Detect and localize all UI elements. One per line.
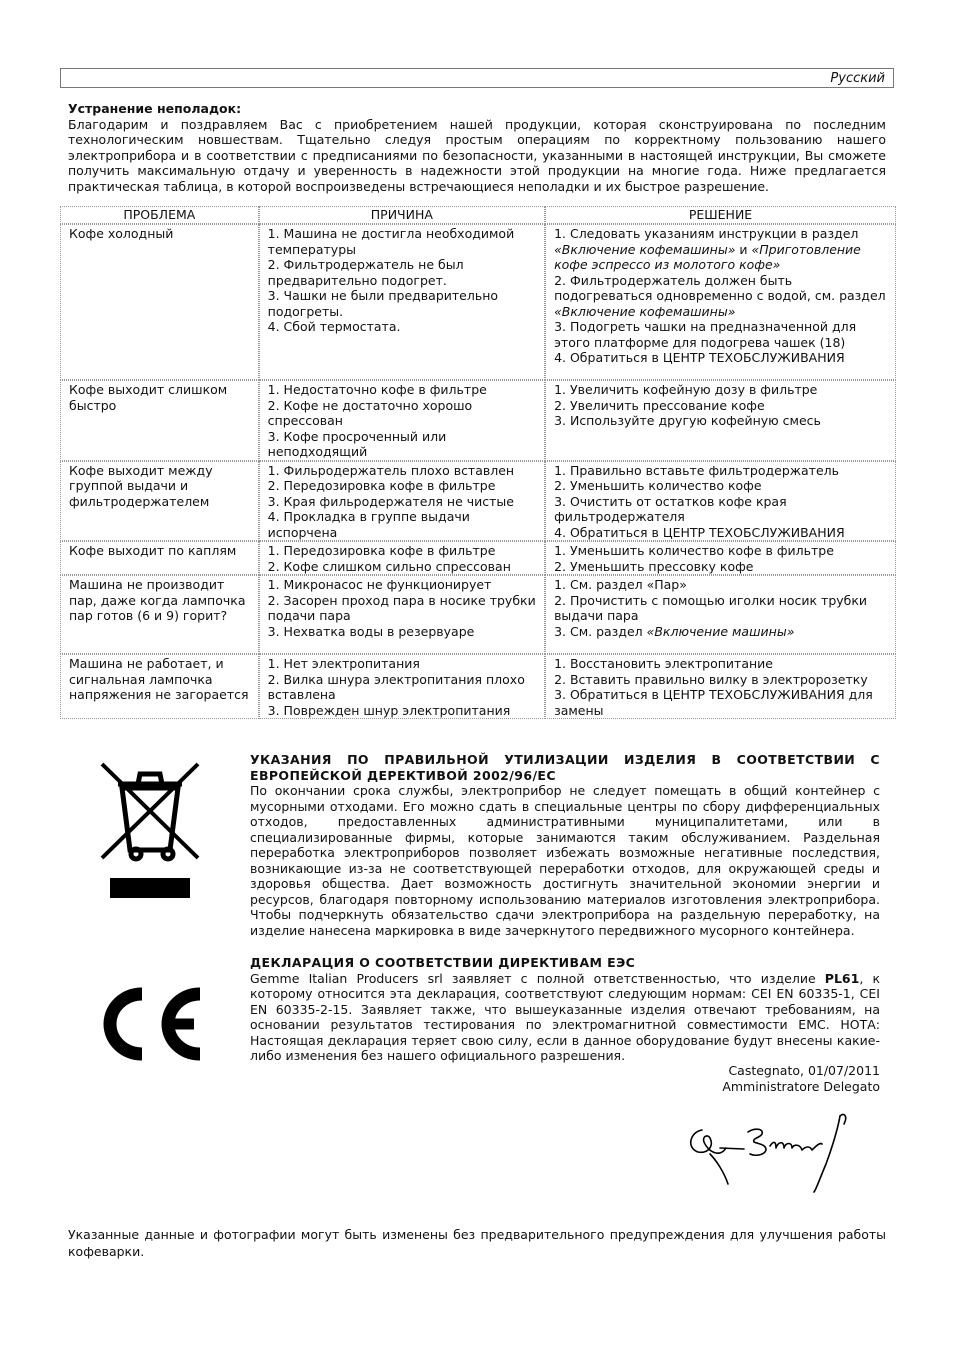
troubleshooting-table [60, 206, 896, 719]
solution-text: 1. См. раздел «Пар» [554, 577, 687, 592]
disposal-text: По окончании срока службы, электроприбор не следует помещать в общий контейнер с мусорными отходами. Его можно сдать в специальные центры по сбору дифференциальных отходов, предоставленных административными муниципалитетами, или в специализированные фирмы, которые занимаются таким обслуживанием. Раздельная переработка электроприборов позволяет избежать возможные негативные последствия, возникающие из-за не соответствующей переработки отходов, для окружающей среды и здоровья общества. Дает возможность достигнуть значительной экономии энергии и ресурсов, благодаря повторному использованию материалов изготовления электроприбора. Чтобы подчеркнуть обязательство сдачи электроприбора на раздельную переработку, на изделие нанесена маркировка в виде зачеркнутого передвижного мусорного контейнера. [250, 783, 880, 938]
solution-item [554, 593, 889, 624]
ce-mark-icon [94, 982, 208, 1066]
cause-item: 2. Фильтродержатель не был предварительно подогрет. [267, 257, 464, 288]
problem-cell: Машина не работает, и сигнальная лампочка напряжения не загорается [60, 654, 259, 719]
solution-item [554, 398, 889, 414]
solution-cell [545, 380, 896, 461]
table-body [60, 224, 896, 719]
footer-note: Указанные данные и фотографии могут быть изменены без предварительного предупреждения для улучшения работы кофеварки. [68, 1227, 886, 1259]
solution-text: 4. Обратиться в ЦЕНТР ТЕХОБСЛУЖИВАНИЯ [554, 350, 845, 365]
table-row [60, 224, 896, 380]
solution-text: 1. Увеличить кофейную дозу в фильтре [554, 382, 818, 397]
solution-text: 3. Очистить от остатков кофе края фильтродержателя [554, 493, 787, 524]
solution-cell [545, 654, 896, 719]
solution-text: 1. Восстановить электропитание [554, 656, 773, 671]
solution-item [554, 525, 889, 541]
place-date: Castegnato, 01/07/2011 [728, 1063, 880, 1078]
disposal-section [250, 752, 880, 938]
solution-item [554, 624, 889, 640]
declaration-text-after: , к которому относится эта декларация, соответствуют следующим нормам: CEI EN 60335-1, CEI EN 60335-2-15. Заявляет также, что вышеуказанные изделия отвечают требованиям, на основании результатов тестирования по электромагнитной совместимости EMC. НОТА: Настоящая декларация теряет свою силу, если в данное оборудование будут внесены какие-либо изменения без нашего официального разрешения. [250, 970, 881, 1063]
cause-cell [259, 380, 545, 461]
cause-cell [259, 541, 545, 575]
problem-cell: Кофе выходит по каплям [60, 541, 259, 575]
declaration-section [250, 955, 880, 1064]
solution-item [554, 413, 889, 429]
solution-item [554, 687, 889, 718]
table-row [60, 654, 896, 719]
cause-item: 2. Засорен проход пара в носике трубки подачи пара [267, 592, 536, 623]
cause-item: 3. Чашки не были предварительно подогреты. [267, 288, 499, 319]
solution-item [554, 672, 889, 688]
signatory-role: Amministratore Delegato [722, 1078, 880, 1094]
solution-text: и [735, 241, 752, 257]
solution-item [554, 319, 889, 350]
header-problem: ПРОБЛЕМА [60, 206, 259, 224]
solution-text: 2. Уменьшить количество кофе [554, 478, 762, 493]
cause-cell [259, 461, 545, 542]
solution-text: 2. Прочистить с помощью иголки носик трубки выдачи пара [554, 592, 868, 623]
cause-item: 2. Передозировка кофе в фильтре [267, 478, 496, 493]
solution-item [554, 350, 889, 366]
solution-text: 1. Правильно вставьте фильтродержатель [554, 462, 840, 478]
cause-item: 1. Нет электропитания [267, 656, 420, 671]
solution-text: 2. Фильтродержатель должен быть подогреваться одновременно с водой, см. раздел [554, 272, 886, 303]
cause-item: 1. Машина не достигла необходимой температуры [267, 226, 515, 257]
cause-item: 3. Нехватка воды в резервуаре [267, 623, 475, 639]
solution-text: 3. Подогреть чашки на предназначенной для этого платформе для подогрева чашек (18) [554, 319, 857, 350]
cause-item: 1. Недостаточно кофе в фильтре [267, 382, 487, 397]
solution-text: 3. Обратиться в ЦЕНТР ТЕХОБСЛУЖИВАНИЯ для замены [554, 687, 873, 718]
problem-cell: Кофе выходит между группой выдачи и фильтродержателем [60, 461, 259, 542]
header-cause: ПРИЧИНА [259, 206, 545, 224]
solution-text: 3. См. раздел [554, 623, 647, 639]
cause-cell [259, 575, 545, 654]
header-solution: РЕШЕНИЕ [545, 206, 896, 224]
crossed-out-bin-icon [98, 758, 202, 904]
solution-cell [545, 224, 896, 380]
solution-item [554, 273, 889, 320]
cause-cell [259, 654, 545, 719]
cause-item: 3. Поврежден шнур электропитания [267, 702, 511, 718]
solution-item [554, 463, 889, 479]
cause-item: 3. Края фильродержателя не чистые [267, 493, 514, 509]
solution-item [554, 656, 889, 672]
solution-cell [545, 575, 896, 654]
table-row [60, 575, 896, 654]
solution-cell [545, 541, 896, 575]
declaration-text [250, 971, 880, 1064]
section-reference: «Включение машины» [646, 623, 795, 639]
solution-text: 1. Следовать указаниям инструкции в раздел [554, 226, 859, 241]
solution-item [554, 382, 889, 398]
cause-item: 2. Кофе слишком сильно спрессован [267, 558, 511, 574]
problem-cell: Кофе холодный [60, 224, 259, 380]
declaration-text-before: Gemme Italian Producers srl заявляет с полной ответственностью, что изделие [250, 970, 825, 986]
solution-item [554, 577, 889, 593]
declaration-title: ДЕКЛАРАЦИЯ О СООТВЕТСТВИИ ДИРЕКТИВАМ ЕЭС [250, 955, 636, 970]
solution-text: 2. Вставить правильно вилку в электророзетку [554, 671, 868, 687]
solution-text: 2. Увеличить прессование кофе [554, 397, 765, 413]
language-label: Русский [60, 68, 894, 88]
cause-item: 4. Сбой термостата. [267, 319, 401, 334]
handwritten-signature [680, 1108, 860, 1194]
cause-item: 1. Микронасос не функционирует [267, 577, 492, 592]
section-reference: «Включение кофемашины» [554, 303, 736, 319]
cause-cell [259, 224, 545, 380]
table-row [60, 541, 896, 575]
cause-item: 2. Вилка шнура электропитания плохо вставлена [267, 671, 525, 702]
solution-item [554, 226, 889, 273]
solution-text: 2. Уменьшить прессовку кофе [554, 558, 754, 574]
solution-item [554, 478, 889, 494]
solution-text: 3. Используйте другую кофейную смесь [554, 413, 821, 428]
disposal-title: УКАЗАНИЯ ПО ПРАВИЛЬНОЙ УТИЛИЗАЦИИ ИЗДЕЛИЯ В СООТВЕТСТВИИ С ЕВРОПЕЙСКОЙ ДЕРЕКТИВОЙ 2002/96/ЕС [250, 752, 880, 783]
cause-item: 3. Кофе просроченный или неподходящий [267, 428, 447, 459]
table-row [60, 380, 896, 461]
intro-section [68, 101, 886, 194]
intro-text: Благодарим и поздравляем Вас с приобретением нашей продукции, которая сконструирована по последним технологическим новшествам. Тщательно следуя простым операциям по корректному пользованию нашего электроприбора и в соответствии с предписаниями по безопасности, указанными в настоящей инструкции, Вы сможете получить максимальную отдачу и уверенность в надежности этой продукции на многие года. Ниже предлагается практическая таблица, в которой воспроизведены встречающиеся неполадки и их быстрое разрешение. [68, 116, 886, 194]
solution-item [554, 559, 889, 575]
section-reference: «Приготовление кофе эспрессо из молотого кофе» [554, 241, 861, 272]
table-header-row [60, 206, 896, 224]
signature-block [722, 1063, 880, 1094]
model-name: PL61 [824, 970, 860, 986]
solution-text: 1. Уменьшить количество кофе в фильтре [554, 543, 834, 558]
table-row [60, 461, 896, 542]
intro-title: Устранение неполадок: [68, 101, 242, 116]
solution-item [554, 543, 889, 559]
section-reference: «Включение кофемашины» [554, 241, 736, 257]
cause-item: 1. Фильродержатель плохо вставлен [267, 462, 515, 478]
cause-item: 1. Передозировка кофе в фильтре [267, 543, 496, 558]
problem-cell: Кофе выходит слишком быстро [60, 380, 259, 461]
problem-cell: Машина не производит пар, даже когда лампочка пар готов (6 и 9) горит? [60, 575, 259, 654]
solution-cell [545, 461, 896, 542]
cause-item: 2. Кофе не достаточно хорошо спрессован [267, 397, 473, 428]
solution-text: 4. Обратиться в ЦЕНТР ТЕХОБСЛУЖИВАНИЯ [554, 524, 845, 540]
solution-item [554, 494, 889, 525]
cause-item: 4. Прокладка в группе выдачи испорчена [267, 509, 470, 540]
